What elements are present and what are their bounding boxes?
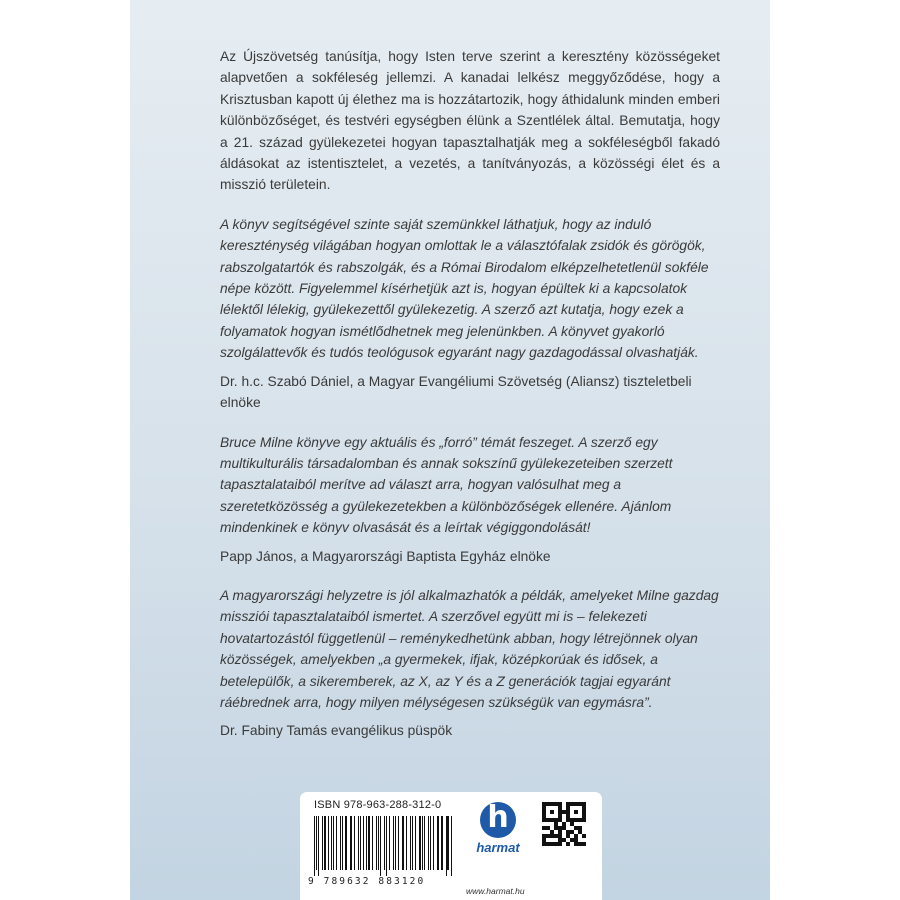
qr-code-icon	[542, 802, 586, 846]
endorsement-quote-1: A könyv segítségével szinte saját szemünkkel láthatjuk, hogy az induló kereszténység világában hogyan omlottak le a választófalak zsidók és görögök, rabszolgatartók és rabszolgák, és a Római Birodalom elképzelhetetlenül sokféle népe között. Figyelemmel kísérhetjük azt is, hogyan épültek ki a kapcsolatok lélektől lélekig, gyülekezettől gyülekezetig. A szerző azt kutatja, hogy ezek a folyamatok hogyan ismétlődhetnek meg jelenünkben. A könyvet gyakorló szolgálattevők és tudós teológusok egyaránt nagy gazdagodással olvashatják.	[220, 216, 709, 361]
harmat-logo-icon	[480, 802, 516, 838]
publisher-name: harmat	[476, 840, 520, 855]
barcode-digits: 9 789632 883120	[308, 876, 426, 887]
endorsement-author-2: Papp János, a Magyarországi Baptista Egyház elnöke	[220, 548, 551, 564]
barcode-panel	[300, 792, 602, 900]
publisher-logo	[466, 800, 530, 880]
endorsement-quote-2: Bruce Milne könyve egy aktuális és „forró” témát feszeget. A szerző egy multikulturális társadalomban és annak sokszínű gyülekezeteiben szerzett tapasztalataiból merítve ad választ arra, hogyan valósulhat meg a szeretetközösség a gyülekezetekben a különbözőségek ellenére. Ajánlom mindenkinek e könyv olvasását és a leírtak végiggondolását!	[220, 434, 673, 536]
endorsement-author-1: Dr. h.c. Szabó Dániel, a Magyar Evangéliumi Szövetség (Aliansz) tiszteletbeli elnöke	[220, 373, 692, 411]
back-cover-text	[220, 46, 720, 742]
intro-paragraph: Az Újszövetség tanúsítja, hogy Isten terve szerint a keresztény közösségeket alapvetően a sokféleség jellemzi. A kanadai lelkész meggyőződése, hogy a Krisztusban kapott új élethez ma is hozzátartozik, hogy áthidalunk minden emberi különbözőséget, és testvéri egységben élünk a Szentlélek által. Bemutatja, hogy a 21. század gyülekezetei hogyan tapasztalhatják meg a sokféleségből fakadó áldásokat az istentisztelet, a vezetés, a tanítványozás, a közösségi élet és a misszió területein.	[220, 49, 720, 193]
barcode-icon	[314, 816, 454, 878]
back-cover	[130, 0, 770, 900]
endorsement-author-3: Dr. Fabiny Tamás evangélikus püspök	[220, 723, 453, 739]
publisher-url: www.harmat.hu	[466, 886, 525, 896]
isbn-label: ISBN 978-963-288-312-0	[314, 799, 442, 811]
endorsement-quote-3: A magyarországi helyzetre is jól alkalmazhatók a példák, amelyeket Milne gazdag missziói tapasztalataiból ismertet. A szerzővel együtt mi is – felekezeti hovatartozástól függetlenül – reménykedhetünk abban, hogy létrejönnek olyan közösségek, amelyekben „a gyermekek, ifjak, középkorúak és idősek, a betelepülők, a sikeremberek, az X, az Y és a Z generációk tagjai egyaránt ráébrednek arra, hogy milyen mélységesen szükségük van egymásra”.	[220, 587, 719, 710]
